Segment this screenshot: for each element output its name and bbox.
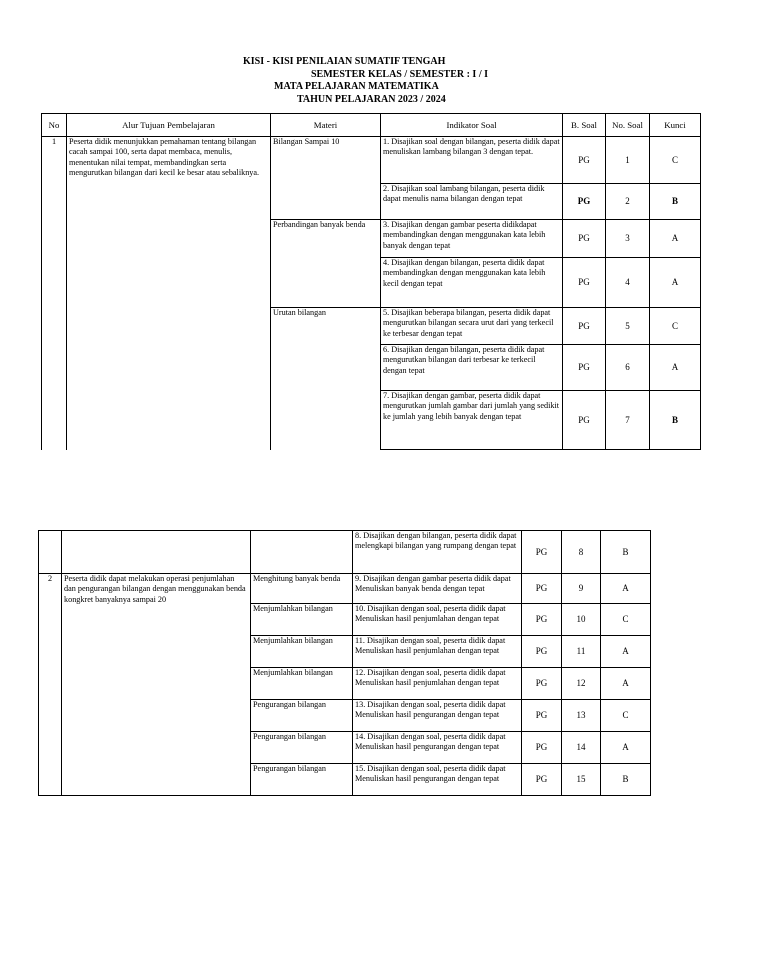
nosoal-cell: 15: [562, 764, 601, 796]
indikator-cell: 1. Disajikan soal dengan bilangan, peserta didik dapat menuliskan lambang bilangan 3 dengan tepat.: [381, 137, 563, 184]
materi-cell: Menjumlahkan bilangan: [251, 636, 353, 668]
materi-cell: Menjumlahkan bilangan: [251, 604, 353, 636]
kunci-cell: A: [601, 636, 651, 668]
group-number: 1: [42, 137, 67, 450]
indikator-cell: 8. Disajikan dengan bilangan, peserta didik dapat melengkapi bilangan yang rumpang dengan tepat: [353, 531, 522, 574]
kunci-cell: B: [601, 764, 651, 796]
kunci-cell: A: [650, 258, 701, 308]
indikator-cell: 5. Disajikan beberapa bilangan, peserta didik dapat mengurutkan bilangan secara urut dari yang terkecil ke terbesar dengan tepat: [381, 308, 563, 345]
nosoal-cell: 4: [606, 258, 650, 308]
indikator-cell: 10. Disajikan dengan soal, peserta didik dapat Menuliskan hasil penjumlahan dengan tepat: [353, 604, 522, 636]
bsoal-cell: PG: [563, 391, 606, 450]
bsoal-cell: PG: [522, 668, 562, 700]
materi-cell: Pengurangan bilangan: [251, 732, 353, 764]
indikator-cell: 13. Disajikan dengan soal, peserta didik dapat Menuliskan hasil pengurangan dengan tepat: [353, 700, 522, 732]
col-header-bsoal: B. Soal: [563, 114, 606, 137]
empty-materi-cell: [251, 531, 353, 574]
bsoal-cell: PG: [522, 764, 562, 796]
kunci-cell: B: [650, 391, 701, 450]
kisi-table-page2: [38, 530, 651, 796]
indikator-cell: 2. Disajikan soal lambang bilangan, peserta didik dapat menulis nama bilangan dengan tepat: [381, 184, 563, 220]
alur-text: Peserta didik dapat melakukan operasi penjumlahan dan pengurangan bilangan dengan menggunakan benda kongkret banyaknya sampai 20: [62, 574, 251, 796]
bsoal-cell: PG: [522, 604, 562, 636]
bsoal-cell: PG: [522, 531, 562, 574]
nosoal-cell: 13: [562, 700, 601, 732]
bsoal-cell: PG: [563, 137, 606, 184]
kunci-cell: A: [650, 345, 701, 391]
empty-alur-cell: [62, 531, 251, 574]
materi-cell: Menjumlahkan bilangan: [251, 668, 353, 700]
alur-text: Peserta didik menunjukkan pemahaman tentang bilangan cacah sampai 100, serta dapat membaca, menulis, menentukan nilai tempat, membandingkan serta mengurutkan bilangan dari kecil ke besar atau sebaliknya.: [67, 137, 271, 450]
doc-subtitle-subject: MATA PELAJARAN MATEMATIKA: [274, 81, 439, 92]
bsoal-cell: PG: [522, 732, 562, 764]
nosoal-cell: 11: [562, 636, 601, 668]
nosoal-cell: 5: [606, 308, 650, 345]
materi-cell: Urutan bilangan: [271, 308, 381, 450]
nosoal-cell: 9: [562, 574, 601, 604]
col-header-alur: Alur Tujuan Pembelajaran: [67, 114, 271, 137]
indikator-cell: 4. Disajikan dengan bilangan, peserta didik dapat membandingkan dengan menggunakan kata lebih kecil dengan tepat: [381, 258, 563, 308]
nosoal-cell: 2: [606, 184, 650, 220]
col-header-materi: Materi: [271, 114, 381, 137]
materi-cell: Pengurangan bilangan: [251, 764, 353, 796]
doc-subtitle-year: TAHUN PELAJARAN 2023 / 2024: [297, 94, 446, 105]
kunci-cell: B: [650, 184, 701, 220]
col-header-no: No: [42, 114, 67, 137]
kunci-cell: A: [601, 732, 651, 764]
materi-cell: Menghitung banyak benda: [251, 574, 353, 604]
table-row: [39, 531, 651, 574]
col-header-nosoal: No. Soal: [606, 114, 650, 137]
materi-cell: Pengurangan bilangan: [251, 700, 353, 732]
col-header-kunci: Kunci: [650, 114, 701, 137]
kunci-cell: C: [650, 308, 701, 345]
bsoal-cell: PG: [522, 700, 562, 732]
nosoal-cell: 8: [562, 531, 601, 574]
kunci-cell: C: [601, 604, 651, 636]
indikator-cell: 12. Disajikan dengan soal, peserta didik dapat Menuliskan hasil penjumlahan dengan tepat: [353, 668, 522, 700]
group-number: 2: [39, 574, 62, 796]
doc-subtitle-semester: SEMESTER KELAS / SEMESTER : I / I: [311, 69, 488, 80]
indikator-cell: 9. Disajikan dengan gambar peserta didik dapat Menuliskan banyak benda dengan tepat: [353, 574, 522, 604]
kunci-cell: A: [601, 574, 651, 604]
kunci-cell: A: [650, 220, 701, 258]
kunci-cell: A: [601, 668, 651, 700]
bsoal-cell: PG: [563, 345, 606, 391]
materi-cell: Perbandingan banyak benda: [271, 220, 381, 308]
nosoal-cell: 10: [562, 604, 601, 636]
indikator-cell: 7. Disajikan dengan gambar, peserta didik dapat mengurutkan jumlah gambar dari jumlah yang sedikit ke jumlah yang lebih banyak dengan tepat: [381, 391, 563, 450]
nosoal-cell: 14: [562, 732, 601, 764]
materi-cell: Bilangan Sampai 10: [271, 137, 381, 220]
indikator-cell: 3. Disajikan dengan gambar peserta didikdapat membandingkan dengan menggunakan kata lebih banyak dengan tepat: [381, 220, 563, 258]
nosoal-cell: 1: [606, 137, 650, 184]
bsoal-cell: PG: [522, 636, 562, 668]
kunci-cell: C: [601, 700, 651, 732]
col-header-indikator: Indikator Soal: [381, 114, 563, 137]
bsoal-cell: PG: [522, 574, 562, 604]
nosoal-cell: 12: [562, 668, 601, 700]
kunci-cell: C: [650, 137, 701, 184]
bsoal-cell: PG: [563, 184, 606, 220]
doc-title: KISI - KISI PENILAIAN SUMATIF TENGAH: [243, 56, 446, 67]
nosoal-cell: 7: [606, 391, 650, 450]
kisi-table-page1: [41, 113, 701, 450]
indikator-cell: 14. Disajikan dengan soal, peserta didik dapat Menuliskan hasil pengurangan dengan tepat: [353, 732, 522, 764]
bsoal-cell: PG: [563, 220, 606, 258]
bsoal-cell: PG: [563, 308, 606, 345]
table-row: [42, 137, 701, 184]
indikator-cell: 11. Disajikan dengan soal, peserta didik dapat Menuliskan hasil penjumlahan dengan tepat: [353, 636, 522, 668]
nosoal-cell: 3: [606, 220, 650, 258]
table-row: [39, 574, 651, 604]
table-header-row: [42, 114, 701, 137]
indikator-cell: 6. Disajikan dengan bilangan, peserta didik dapat mengurutkan bilangan dari terbesar ke terkecil dengan tepat: [381, 345, 563, 391]
nosoal-cell: 6: [606, 345, 650, 391]
indikator-cell: 15. Disajikan dengan soal, peserta didik dapat Menuliskan hasil pengurangan dengan tepat: [353, 764, 522, 796]
bsoal-cell: PG: [563, 258, 606, 308]
kunci-cell: B: [601, 531, 651, 574]
empty-no-cell: [39, 531, 62, 574]
